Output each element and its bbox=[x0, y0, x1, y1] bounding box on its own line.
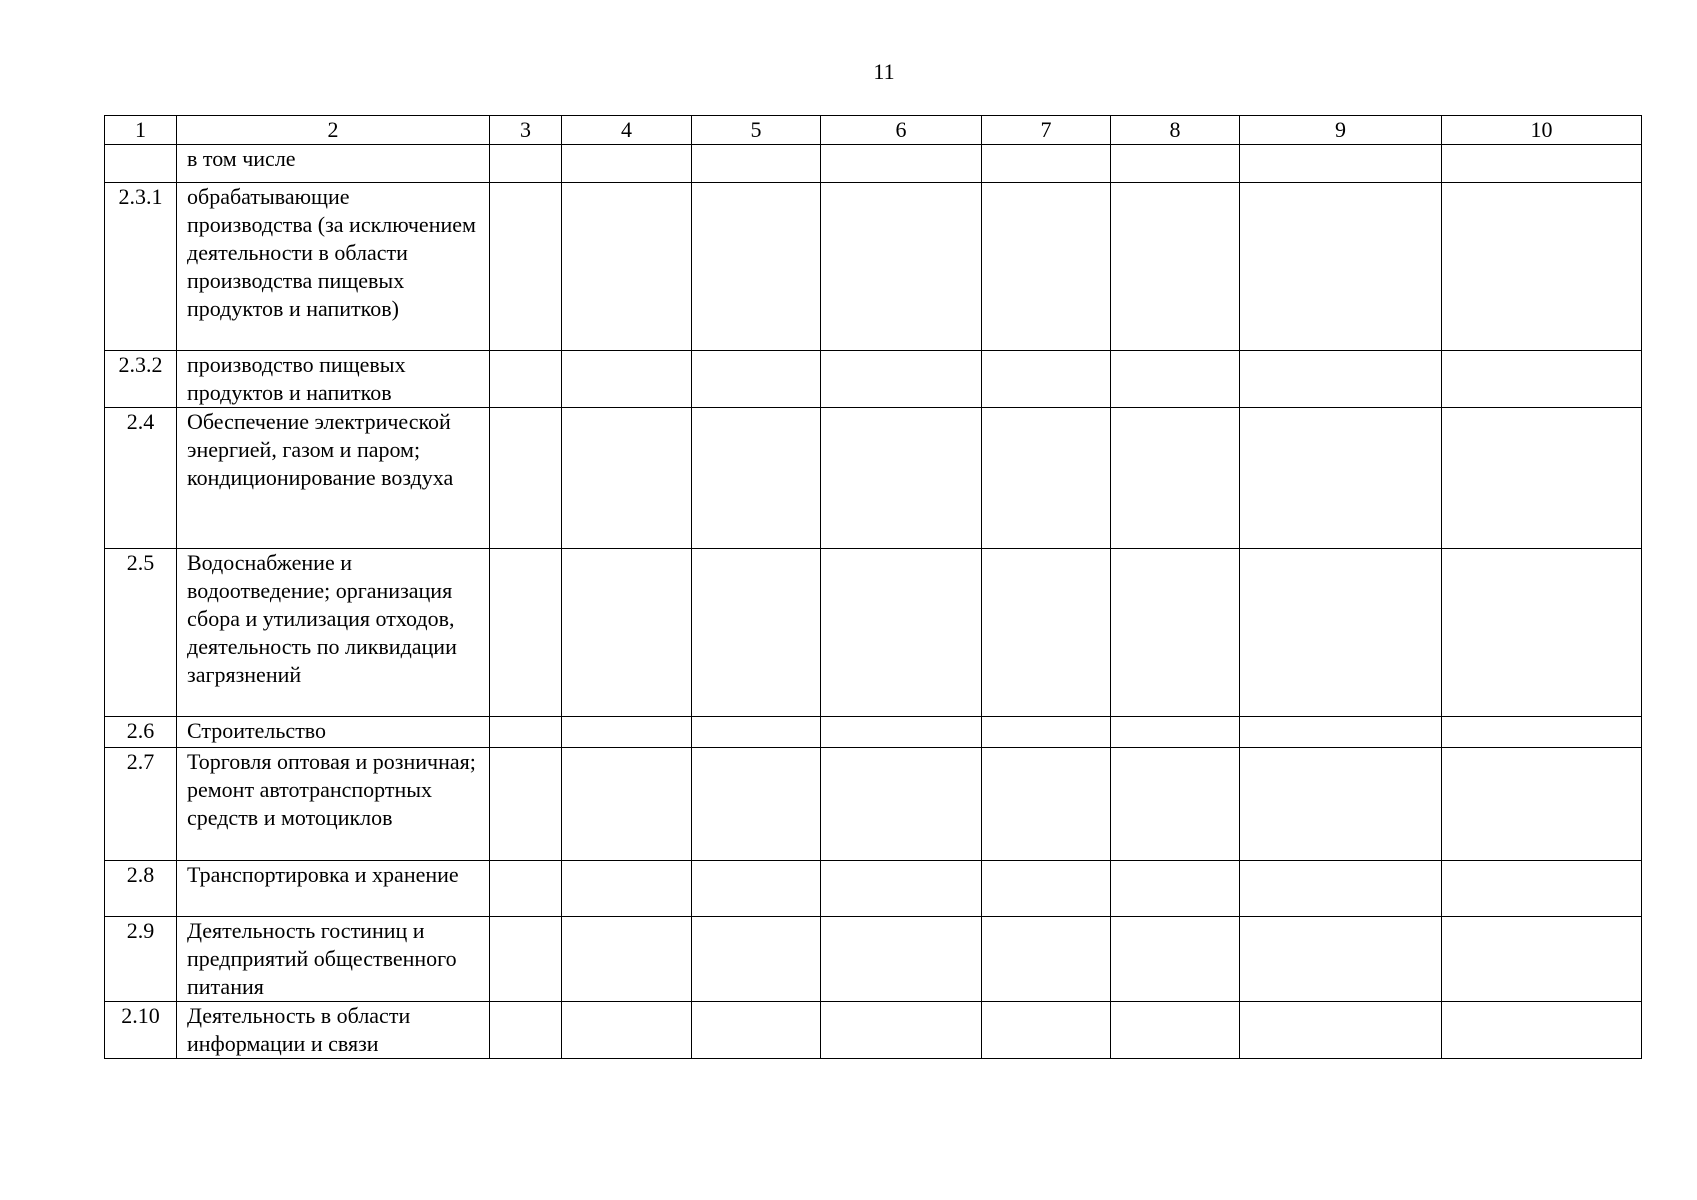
value-cell-col-5 bbox=[692, 351, 821, 408]
table-row bbox=[105, 549, 1642, 717]
value-cell-col-9 bbox=[1240, 408, 1442, 549]
value-cell-col-10 bbox=[1442, 351, 1642, 408]
table-row bbox=[105, 351, 1642, 408]
row-number-cell: 2.4 bbox=[105, 408, 177, 549]
row-name-cell: обрабатывающие производства (за исключением деятельности в области производства пищевых продуктов и напитков) bbox=[177, 183, 490, 351]
value-cell-col-9 bbox=[1240, 917, 1442, 1002]
value-cell-col-8 bbox=[1111, 549, 1240, 717]
row-name-cell: Строительство bbox=[177, 717, 490, 748]
column-header-1: 1 bbox=[105, 116, 177, 145]
value-cell-col-8 bbox=[1111, 408, 1240, 549]
row-name-cell: Транспортировка и хранение bbox=[177, 861, 490, 917]
value-cell-col-7 bbox=[982, 917, 1111, 1002]
value-cell-col-6 bbox=[821, 717, 982, 748]
value-cell-col-10 bbox=[1442, 549, 1642, 717]
column-header-5: 5 bbox=[692, 116, 821, 145]
row-number-cell: 2.7 bbox=[105, 748, 177, 861]
table-row bbox=[105, 917, 1642, 1002]
row-number-cell: 2.10 bbox=[105, 1002, 177, 1059]
value-cell-col-5 bbox=[692, 861, 821, 917]
value-cell-col-4 bbox=[562, 748, 692, 861]
row-number-cell bbox=[105, 145, 177, 183]
table-row bbox=[105, 145, 1642, 183]
column-header-6: 6 bbox=[821, 116, 982, 145]
value-cell-col-6 bbox=[821, 183, 982, 351]
table-row bbox=[105, 748, 1642, 861]
row-name-cell: Водоснабжение и водоотведение; организация сбора и утилизация отходов, деятельность по ликвидации загрязнений bbox=[177, 549, 490, 717]
column-header-7: 7 bbox=[982, 116, 1111, 145]
value-cell-col-3 bbox=[490, 183, 562, 351]
value-cell-col-10 bbox=[1442, 183, 1642, 351]
column-header-2: 2 bbox=[177, 116, 490, 145]
value-cell-col-10 bbox=[1442, 748, 1642, 861]
value-cell-col-10 bbox=[1442, 917, 1642, 1002]
value-cell-col-5 bbox=[692, 917, 821, 1002]
value-cell-col-9 bbox=[1240, 183, 1442, 351]
row-number-cell: 2.3.1 bbox=[105, 183, 177, 351]
value-cell-col-5 bbox=[692, 408, 821, 549]
value-cell-col-4 bbox=[562, 549, 692, 717]
column-header-8: 8 bbox=[1111, 116, 1240, 145]
value-cell-col-7 bbox=[982, 861, 1111, 917]
value-cell-col-7 bbox=[982, 748, 1111, 861]
value-cell-col-4 bbox=[562, 917, 692, 1002]
value-cell-col-8 bbox=[1111, 917, 1240, 1002]
table-row bbox=[105, 861, 1642, 917]
value-cell-col-4 bbox=[562, 145, 692, 183]
page-number: 11 bbox=[873, 59, 895, 84]
value-cell-col-5 bbox=[692, 717, 821, 748]
row-number-cell: 2.6 bbox=[105, 717, 177, 748]
column-header-4: 4 bbox=[562, 116, 692, 145]
value-cell-col-10 bbox=[1442, 717, 1642, 748]
value-cell-col-5 bbox=[692, 549, 821, 717]
value-cell-col-9 bbox=[1240, 145, 1442, 183]
value-cell-col-3 bbox=[490, 408, 562, 549]
value-cell-col-8 bbox=[1111, 351, 1240, 408]
value-cell-col-8 bbox=[1111, 717, 1240, 748]
value-cell-col-8 bbox=[1111, 1002, 1240, 1059]
value-cell-col-10 bbox=[1442, 408, 1642, 549]
table-row bbox=[105, 1002, 1642, 1059]
row-name-cell: Обеспечение электрической энергией, газом и паром; кондиционирование воздуха bbox=[177, 408, 490, 549]
value-cell-col-7 bbox=[982, 145, 1111, 183]
row-number-cell: 2.3.2 bbox=[105, 351, 177, 408]
value-cell-col-9 bbox=[1240, 549, 1442, 717]
value-cell-col-10 bbox=[1442, 145, 1642, 183]
value-cell-col-9 bbox=[1240, 717, 1442, 748]
row-name-cell: Деятельность в области информации и связи bbox=[177, 1002, 490, 1059]
value-cell-col-6 bbox=[821, 861, 982, 917]
value-cell-col-4 bbox=[562, 351, 692, 408]
row-name-cell: производство пищевых продуктов и напитков bbox=[177, 351, 490, 408]
value-cell-col-5 bbox=[692, 1002, 821, 1059]
value-cell-col-7 bbox=[982, 183, 1111, 351]
value-cell-col-10 bbox=[1442, 1002, 1642, 1059]
value-cell-col-3 bbox=[490, 549, 562, 717]
value-cell-col-3 bbox=[490, 748, 562, 861]
value-cell-col-3 bbox=[490, 861, 562, 917]
value-cell-col-3 bbox=[490, 1002, 562, 1059]
row-name-cell: Торговля оптовая и розничная; ремонт автотранспортных средств и мотоциклов bbox=[177, 748, 490, 861]
value-cell-col-4 bbox=[562, 861, 692, 917]
value-cell-col-4 bbox=[562, 1002, 692, 1059]
value-cell-col-3 bbox=[490, 717, 562, 748]
value-cell-col-4 bbox=[562, 408, 692, 549]
value-cell-col-4 bbox=[562, 183, 692, 351]
row-number-cell: 2.9 bbox=[105, 917, 177, 1002]
row-name-cell: в том числе bbox=[177, 145, 490, 183]
table-row bbox=[105, 408, 1642, 549]
value-cell-col-7 bbox=[982, 717, 1111, 748]
table-header-row bbox=[105, 116, 1642, 145]
row-name-cell: Деятельность гостиниц и предприятий общественного питания bbox=[177, 917, 490, 1002]
value-cell-col-8 bbox=[1111, 748, 1240, 861]
value-cell-col-3 bbox=[490, 351, 562, 408]
value-cell-col-5 bbox=[692, 748, 821, 861]
value-cell-col-9 bbox=[1240, 861, 1442, 917]
value-cell-col-5 bbox=[692, 145, 821, 183]
value-cell-col-6 bbox=[821, 748, 982, 861]
value-cell-col-7 bbox=[982, 1002, 1111, 1059]
column-header-10: 10 bbox=[1442, 116, 1642, 145]
value-cell-col-6 bbox=[821, 351, 982, 408]
value-cell-col-10 bbox=[1442, 861, 1642, 917]
value-cell-col-9 bbox=[1240, 1002, 1442, 1059]
table-row bbox=[105, 717, 1642, 748]
row-number-cell: 2.8 bbox=[105, 861, 177, 917]
value-cell-col-5 bbox=[692, 183, 821, 351]
value-cell-col-7 bbox=[982, 351, 1111, 408]
value-cell-col-6 bbox=[821, 1002, 982, 1059]
value-cell-col-7 bbox=[982, 549, 1111, 717]
value-cell-col-9 bbox=[1240, 748, 1442, 861]
value-cell-col-3 bbox=[490, 145, 562, 183]
value-cell-col-6 bbox=[821, 145, 982, 183]
column-header-9: 9 bbox=[1240, 116, 1442, 145]
value-cell-col-6 bbox=[821, 917, 982, 1002]
data-table bbox=[104, 115, 1642, 1059]
column-header-3: 3 bbox=[490, 116, 562, 145]
value-cell-col-7 bbox=[982, 408, 1111, 549]
value-cell-col-4 bbox=[562, 717, 692, 748]
value-cell-col-3 bbox=[490, 917, 562, 1002]
value-cell-col-6 bbox=[821, 549, 982, 717]
value-cell-col-8 bbox=[1111, 145, 1240, 183]
value-cell-col-8 bbox=[1111, 183, 1240, 351]
value-cell-col-8 bbox=[1111, 861, 1240, 917]
row-number-cell: 2.5 bbox=[105, 549, 177, 717]
value-cell-col-6 bbox=[821, 408, 982, 549]
value-cell-col-9 bbox=[1240, 351, 1442, 408]
table-row bbox=[105, 183, 1642, 351]
